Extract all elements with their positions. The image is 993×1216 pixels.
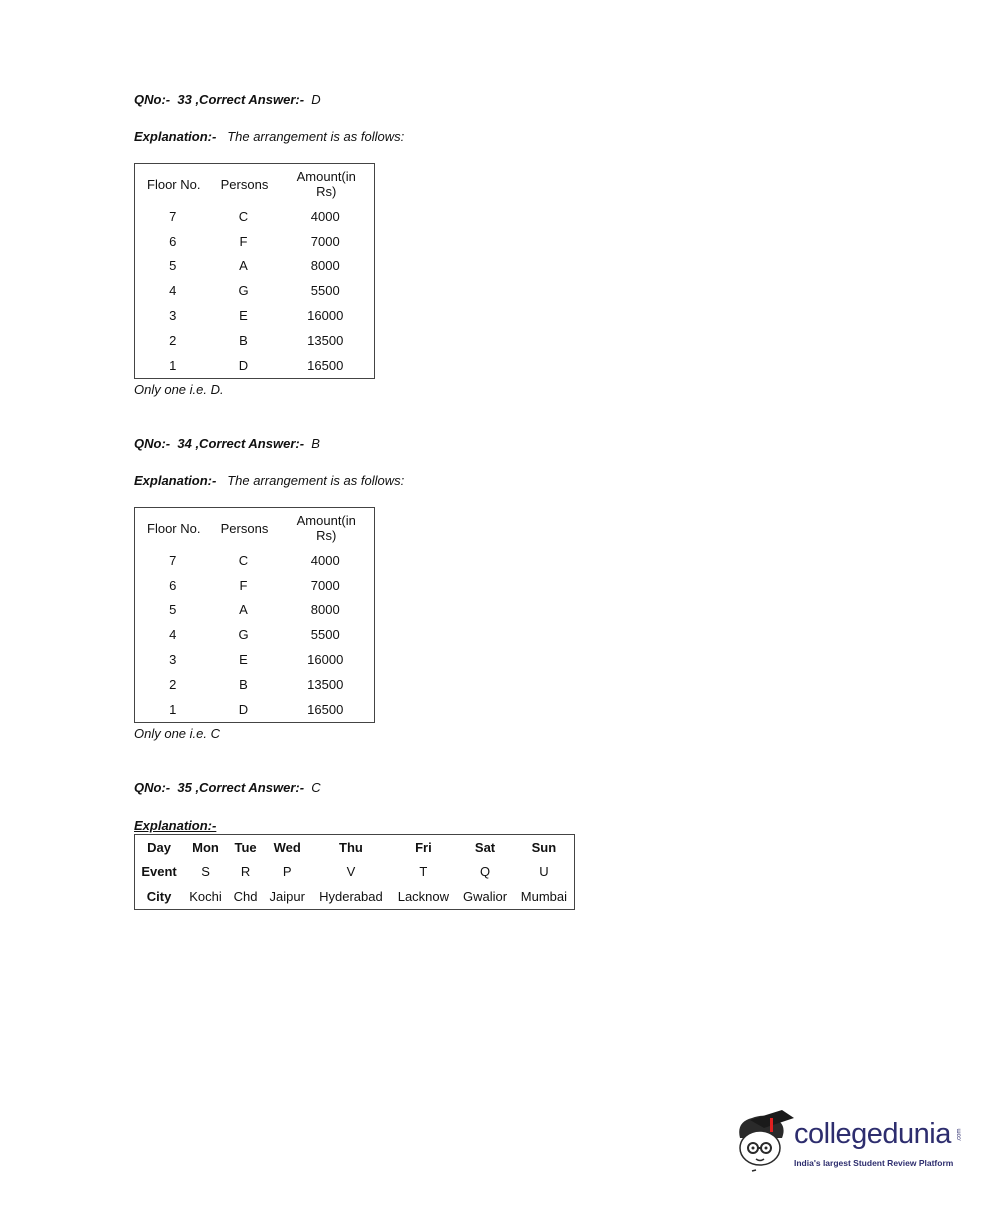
table-cell: 4	[169, 283, 177, 299]
table-row	[135, 598, 375, 623]
q35-heading: QNo:- 35 ,Correct Answer:- C	[134, 780, 321, 795]
table-cell: D	[238, 357, 249, 373]
table-row	[135, 573, 375, 598]
table-cell: 7000	[310, 233, 340, 249]
row-header: City	[146, 888, 172, 904]
table-cell: 5	[169, 602, 177, 618]
table-cell: G	[238, 283, 249, 299]
table-cell: 16000	[307, 308, 344, 324]
table-cell: U	[539, 864, 549, 880]
table-row	[135, 622, 375, 647]
table-cell: S	[201, 864, 210, 880]
q34-explanation: Explanation:- The arrangement is as follows:	[134, 473, 405, 488]
table-cell: 6	[169, 233, 177, 249]
table-cell: 1	[169, 357, 177, 373]
table-row	[135, 672, 375, 697]
table-row	[135, 254, 375, 279]
col-header: Floor No.	[147, 520, 201, 536]
col-header: Amount(in Rs)	[296, 513, 356, 543]
table-header-row	[135, 508, 375, 549]
table-row	[135, 204, 375, 229]
table-row	[135, 548, 375, 573]
table-cell: 3	[169, 652, 177, 668]
table-cell: 4000	[310, 552, 340, 568]
table-cell: Chd	[233, 888, 258, 904]
table-cell: G	[238, 627, 249, 643]
row-header: Day	[147, 839, 171, 855]
table-cell: 2	[169, 332, 177, 348]
table-cell: V	[346, 864, 356, 880]
table-cell: 5500	[310, 283, 340, 299]
table-cell: Jaipur	[269, 888, 305, 904]
logo-wordmark: collegedunia	[794, 1118, 951, 1150]
col-header: Amount(in Rs)	[296, 169, 356, 199]
table-cell: 5500	[310, 627, 340, 643]
table-row	[135, 278, 375, 303]
table-row	[135, 229, 375, 254]
table-cell: 13500	[307, 332, 344, 348]
logo-domain: .com	[956, 1128, 963, 1142]
table-cell: 5	[169, 258, 177, 274]
table-row	[135, 835, 575, 860]
q33-explanation: Explanation:- The arrangement is as follows:	[134, 129, 405, 144]
table-cell: Sun	[531, 839, 557, 855]
table-cell: 8000	[310, 258, 340, 274]
table-cell: Thu	[339, 839, 363, 855]
graduate-mascot-icon	[732, 1108, 796, 1178]
table-cell: C	[238, 552, 249, 568]
table-cell: 4000	[310, 208, 340, 224]
table-row	[135, 884, 575, 909]
table-cell: E	[239, 308, 248, 324]
table-cell: B	[239, 676, 248, 692]
table-cell: R	[240, 864, 251, 880]
q33-note: Only one i.e. D.	[134, 382, 224, 397]
table-cell: B	[239, 332, 248, 348]
table-cell: Hyderabad	[319, 888, 383, 904]
table-cell: 1	[169, 701, 177, 717]
q34-note: Only one i.e. C	[134, 726, 220, 741]
table-header-row	[135, 164, 375, 205]
table-cell: 7	[169, 552, 177, 568]
table-cell: 7000	[310, 577, 340, 593]
table-cell: 7	[169, 208, 177, 224]
collegedunia-logo	[732, 1108, 962, 1178]
row-header: Event	[141, 864, 177, 880]
table-cell: T	[419, 864, 428, 880]
table-cell: 16500	[307, 701, 344, 717]
table-cell: A	[239, 258, 248, 274]
table-cell: A	[239, 602, 248, 618]
table-cell: C	[238, 208, 249, 224]
table-cell: Kochi	[189, 888, 222, 904]
table-cell: 6	[169, 577, 177, 593]
table-cell: Wed	[273, 839, 301, 855]
q34-arrangement-table	[134, 507, 375, 723]
table-row	[135, 860, 575, 885]
table-cell: 8000	[310, 602, 340, 618]
table-cell: 2	[169, 676, 177, 692]
logo-tagline: India's largest Student Review Platform	[794, 1158, 954, 1168]
table-row	[135, 697, 375, 722]
table-cell: Tue	[234, 839, 257, 855]
table-cell: 16000	[307, 652, 344, 668]
table-cell: Fri	[415, 839, 432, 855]
col-header: Floor No.	[147, 176, 201, 192]
table-row	[135, 353, 375, 378]
table-cell: 4	[169, 627, 177, 643]
q35-explanation: Explanation:-	[134, 818, 217, 833]
table-row	[135, 303, 375, 328]
q33-heading: QNo:- 33 ,Correct Answer:- D	[134, 92, 321, 107]
col-header: Persons	[220, 520, 269, 536]
table-cell: 13500	[307, 676, 344, 692]
col-header: Persons	[220, 176, 269, 192]
table-cell: E	[239, 652, 248, 668]
table-row	[135, 647, 375, 672]
q33-arrangement-table	[134, 163, 375, 379]
table-cell: Mumbai	[520, 888, 568, 904]
table-row	[135, 328, 375, 353]
table-cell: D	[238, 701, 249, 717]
table-cell: F	[239, 233, 248, 249]
table-cell: Mon	[192, 839, 219, 855]
table-cell: Lacknow	[397, 888, 450, 904]
q34-heading: QNo:- 34 ,Correct Answer:- B	[134, 436, 320, 451]
table-cell: P	[282, 864, 292, 880]
table-cell: Sat	[474, 839, 496, 855]
table-cell: F	[239, 577, 248, 593]
q35-schedule-table	[134, 834, 575, 910]
table-cell: Gwalior	[462, 888, 508, 904]
table-cell: Q	[479, 864, 491, 880]
table-cell: 3	[169, 308, 177, 324]
table-cell: 16500	[307, 357, 344, 373]
